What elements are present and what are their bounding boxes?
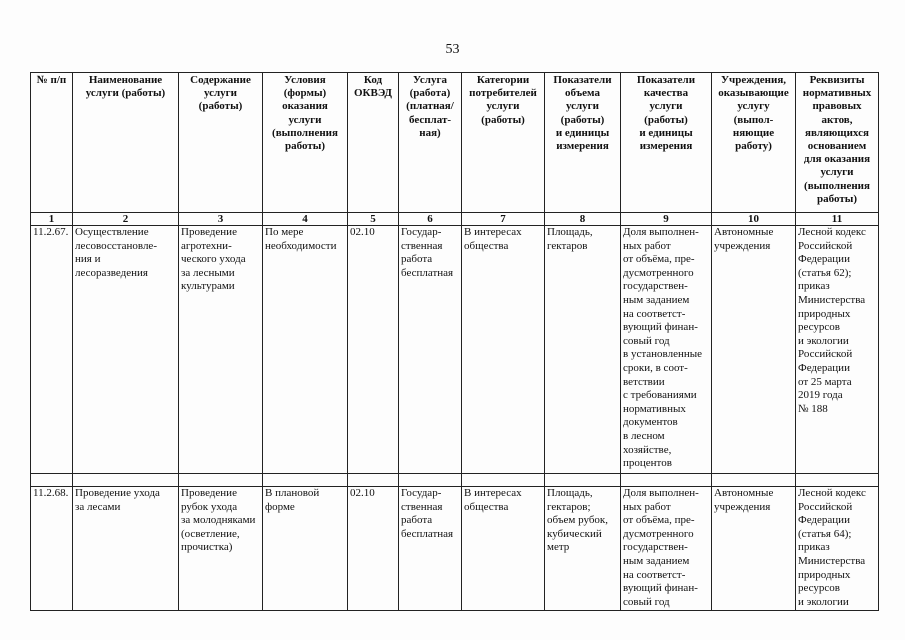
cell-text-line: кубический xyxy=(547,527,602,540)
cell-text-line: учреждения xyxy=(714,500,771,513)
cell-text-line: (работа) xyxy=(409,87,451,100)
gap-cell xyxy=(545,474,621,487)
cell-text-line: за молодняками xyxy=(181,514,256,527)
gap-cell xyxy=(621,474,712,487)
cell-text-line: Автономные xyxy=(714,226,774,238)
cell-text-line: работы) xyxy=(817,192,857,205)
table-cell xyxy=(263,487,348,611)
cell-text-line: Российской xyxy=(798,500,853,513)
cell-text-line: Доля выполнен- xyxy=(623,487,699,499)
gap-cell xyxy=(348,474,399,487)
cell-text-line: Код xyxy=(363,74,383,86)
services-table xyxy=(30,72,879,611)
cell-text-line: на соответст- xyxy=(623,307,686,320)
cell-text-line: (выпол- xyxy=(733,113,774,126)
header-cell xyxy=(348,73,399,213)
table-cell xyxy=(348,487,399,611)
cell-text-line: дусмотренного xyxy=(623,266,694,279)
cell-text-line: с требованиями xyxy=(623,389,697,402)
cell-text-line: Наименование xyxy=(88,74,163,86)
table-cell xyxy=(796,487,879,611)
cell-text-line: ственная xyxy=(401,500,443,513)
column-number-cell: 9 xyxy=(621,213,712,226)
gap-cell xyxy=(462,474,545,487)
cell-text-line: государствен- xyxy=(623,280,688,293)
cell-text-line: Показатели xyxy=(636,74,696,86)
cell-text-line: правовых xyxy=(812,100,862,113)
cell-text-line: Площадь, xyxy=(547,226,593,238)
table-cell xyxy=(31,487,73,611)
header-cell xyxy=(796,73,879,213)
cell-text-line: услуги xyxy=(203,87,238,100)
cell-text-line: (работы) xyxy=(644,113,688,126)
cell-text-line: за лесными xyxy=(181,266,235,279)
cell-text-line: являющихся xyxy=(805,126,869,139)
cell-text-line: ния и xyxy=(75,253,101,266)
cell-text-line: лесоразведения xyxy=(75,266,148,279)
cell-text-line: Министерства xyxy=(798,293,866,306)
cell-text-line: Проведение ухода xyxy=(75,487,160,499)
cell-text-line: культурами xyxy=(181,280,235,293)
cell-text-line: услугу xyxy=(737,100,770,113)
cell-text-line: общества xyxy=(464,500,509,513)
cell-text-line: метр xyxy=(547,541,570,554)
cell-text-line: Лесной кодекс xyxy=(798,226,866,238)
header-cell xyxy=(545,73,621,213)
cell-text-line: ресурсов xyxy=(798,321,840,334)
cell-text-line: Федерации xyxy=(798,514,850,527)
cell-text-line: (выполнения xyxy=(804,179,870,192)
column-number-cell: 4 xyxy=(263,213,348,226)
cell-text-line: в установленные xyxy=(623,348,703,361)
table-row xyxy=(31,487,879,611)
cell-text-line: № п/п xyxy=(36,74,67,86)
table-cell xyxy=(621,487,712,611)
cell-text-line: агротехни- xyxy=(181,239,232,252)
cell-text-line: природных xyxy=(798,568,851,581)
cell-text-line: документов xyxy=(623,416,678,429)
cell-text-line: услуги (работы) xyxy=(85,87,166,100)
cell-text-line: и экологии xyxy=(798,334,849,347)
cell-text-line: 11.2.68. xyxy=(33,487,69,499)
cell-text-line: По мере xyxy=(265,226,304,238)
cell-text-line: В плановой xyxy=(265,487,320,499)
cell-text-line: Федерации xyxy=(798,361,850,374)
table-cell xyxy=(712,226,796,474)
table-cell xyxy=(73,487,179,611)
cell-text-line: объем рубок, xyxy=(547,514,609,527)
column-number-cell: 10 xyxy=(712,213,796,226)
cell-text-line: учреждения xyxy=(714,239,771,252)
cell-text-line: нормативных xyxy=(623,402,686,415)
cell-text-line: ных работ xyxy=(623,239,671,252)
cell-text-line: вующий финан- xyxy=(623,321,698,334)
cell-text-line: Российской xyxy=(798,348,853,361)
cell-text-line: от объёма, пре- xyxy=(623,514,695,527)
gap-cell xyxy=(796,474,879,487)
cell-text-line: (работы) xyxy=(198,100,243,113)
cell-text-line: основанием xyxy=(807,140,867,153)
cell-text-line: Содержание xyxy=(190,74,251,86)
cell-text-line: няющие xyxy=(732,126,775,139)
cell-text-line: на соответст- xyxy=(623,568,686,581)
page-number: 53 xyxy=(445,42,460,57)
cell-text-line: Проведение xyxy=(181,226,237,238)
cell-text-line: государствен- xyxy=(623,541,688,554)
cell-text-line: Условия xyxy=(284,74,326,86)
cell-text-line: ственная xyxy=(401,239,443,252)
cell-text-line: ческого ухода xyxy=(181,253,246,266)
table-cell xyxy=(796,226,879,474)
cell-text-line: Услуга xyxy=(413,74,447,86)
cell-text-line: совый год xyxy=(623,334,670,347)
cell-text-line: природных xyxy=(798,307,851,320)
cell-text-line: и единицы xyxy=(555,126,610,139)
header-cell xyxy=(712,73,796,213)
table-cell xyxy=(545,487,621,611)
cell-text-line: в лесном xyxy=(623,429,665,442)
cell-text-line: услуги xyxy=(565,100,600,113)
cell-text-line: за лесами xyxy=(75,500,121,513)
cell-text-line: Площадь, xyxy=(547,487,593,499)
cell-text-line: потребителей xyxy=(469,87,537,100)
header-cell xyxy=(73,73,179,213)
cell-text-line: В интересах xyxy=(464,226,522,238)
cell-text-line: ветствии xyxy=(623,375,665,388)
cell-text-line: Министерства xyxy=(798,554,866,567)
cell-text-line: Осуществление xyxy=(75,226,149,238)
cell-text-line: прочистка) xyxy=(181,541,233,554)
cell-text-line: объема xyxy=(565,87,600,100)
cell-text-line: нормативных xyxy=(802,87,872,100)
gap-cell xyxy=(179,474,263,487)
cell-text-line: оказания xyxy=(282,100,328,113)
column-number-cell: 6 xyxy=(399,213,462,226)
column-number-cell: 5 xyxy=(348,213,399,226)
cell-text-line: Государ- xyxy=(401,226,442,238)
cell-text-line: гектаров xyxy=(547,239,588,252)
cell-text-line: Учреждения, xyxy=(720,74,787,86)
header-cell xyxy=(621,73,712,213)
cell-text-line: ным заданием xyxy=(623,293,690,306)
column-number-cell: 7 xyxy=(462,213,545,226)
cell-text-line: оказывающие xyxy=(718,87,789,100)
cell-text-line: Реквизиты xyxy=(809,74,865,86)
header-cell xyxy=(179,73,263,213)
cell-text-line: актов, xyxy=(821,113,853,126)
cell-text-line: (статья 62); xyxy=(798,266,852,279)
cell-text-line: необходимости xyxy=(265,239,337,252)
column-number-cell: 2 xyxy=(73,213,179,226)
table-cell xyxy=(73,226,179,474)
cell-text-line: ресурсов xyxy=(798,582,840,595)
cell-text-line: (осветление, xyxy=(181,527,240,540)
cell-text-line: приказ xyxy=(798,280,830,293)
table-cell xyxy=(545,226,621,474)
column-number-cell: 3 xyxy=(179,213,263,226)
cell-text-line: работа xyxy=(401,514,433,527)
cell-text-line: совый год xyxy=(623,595,670,608)
header-cell xyxy=(263,73,348,213)
cell-text-line: бесплатная xyxy=(401,527,454,540)
cell-text-line: Федерации xyxy=(798,253,850,266)
cell-text-line: дусмотренного xyxy=(623,527,694,540)
cell-text-line: Российской xyxy=(798,239,853,252)
cell-text-line: услуги xyxy=(288,113,322,126)
table-cell xyxy=(263,226,348,474)
cell-text-line: 2019 года xyxy=(798,389,843,402)
table-cell xyxy=(462,487,545,611)
cell-text-line: (формы) xyxy=(283,87,327,100)
cell-text-line: 02.10 xyxy=(350,226,375,238)
cell-text-line: Категории xyxy=(476,74,530,86)
cell-text-line: услуги xyxy=(649,100,683,113)
gap-cell xyxy=(263,474,348,487)
cell-text-line: и экологии xyxy=(798,595,849,608)
row-gap xyxy=(31,474,879,487)
cell-text-line: Государ- xyxy=(401,487,442,499)
header-row xyxy=(31,73,879,213)
cell-text-line: Доля выполнен- xyxy=(623,226,699,238)
table-cell xyxy=(621,226,712,474)
cell-text-line: общества xyxy=(464,239,509,252)
cell-text-line: 11.2.67. xyxy=(33,226,69,238)
cell-text-line: от 25 марта xyxy=(798,375,852,388)
header-cell xyxy=(399,73,462,213)
cell-text-line: работу) xyxy=(735,140,772,153)
cell-text-line: (выполнения xyxy=(272,126,338,139)
cell-text-line: Показатели xyxy=(553,74,612,86)
cell-text-line: бесплатная xyxy=(401,266,454,279)
header-cell xyxy=(31,73,73,213)
cell-text-line: рубок ухода xyxy=(181,500,238,513)
cell-text-line: от объёма, пре- xyxy=(623,253,695,266)
cell-text-line: процентов xyxy=(623,457,672,470)
cell-text-line: ных работ xyxy=(623,500,671,513)
cell-text-line: Автономные xyxy=(714,487,774,499)
cell-text-line: вующий финан- xyxy=(623,582,698,595)
gap-cell xyxy=(31,474,73,487)
table-cell xyxy=(462,226,545,474)
cell-text-line: бесплат- xyxy=(408,113,452,126)
cell-text-line: работы) xyxy=(285,140,325,153)
cell-text-line: лесовосстановле- xyxy=(75,239,157,252)
cell-text-line: сроки, в соот- xyxy=(623,361,688,374)
table-cell xyxy=(712,487,796,611)
cell-text-line: хозяйстве, xyxy=(623,443,672,456)
column-number-row xyxy=(31,213,879,226)
cell-text-line: приказ xyxy=(798,541,830,554)
cell-text-line: (статья 64); xyxy=(798,527,852,540)
cell-text-line: (работы) xyxy=(481,113,525,126)
cell-text-line: измерения xyxy=(556,140,609,153)
table-row xyxy=(31,226,879,474)
gap-cell xyxy=(73,474,179,487)
table-cell xyxy=(179,226,263,474)
cell-text-line: (платная/ xyxy=(406,100,454,113)
table-cell xyxy=(399,226,462,474)
header-cell xyxy=(462,73,545,213)
cell-text-line: качества xyxy=(643,87,689,100)
cell-text-line: ОКВЭД xyxy=(354,87,392,100)
gap-cell xyxy=(399,474,462,487)
cell-text-line: гектаров; xyxy=(547,500,591,513)
cell-text-line: ная) xyxy=(419,126,441,139)
table-cell xyxy=(399,487,462,611)
column-number-cell: 1 xyxy=(31,213,73,226)
cell-text-line: Лесной кодекс xyxy=(798,487,866,499)
page-bottom-edge xyxy=(0,612,905,640)
table-cell xyxy=(348,226,399,474)
cell-text-line: (работы) xyxy=(560,113,605,126)
cell-text-line: В интересах xyxy=(464,487,522,499)
cell-text-line: работа xyxy=(401,253,433,266)
cell-text-line: измерения xyxy=(639,140,693,153)
column-number-cell: 8 xyxy=(545,213,621,226)
table-cell xyxy=(31,226,73,474)
cell-text-line: услуги xyxy=(820,166,854,179)
cell-text-line: ным заданием xyxy=(623,554,690,567)
cell-text-line: Проведение xyxy=(181,487,237,499)
column-number-cell: 11 xyxy=(796,213,879,226)
table-cell xyxy=(179,487,263,611)
cell-text-line: 02.10 xyxy=(350,487,375,499)
cell-text-line: форме xyxy=(265,500,295,513)
gap-cell xyxy=(712,474,796,487)
cell-text-line: услуги xyxy=(486,100,520,113)
cell-text-line: и единицы xyxy=(639,126,693,139)
cell-text-line: № 188 xyxy=(798,402,828,415)
cell-text-line: для оказания xyxy=(803,153,871,166)
